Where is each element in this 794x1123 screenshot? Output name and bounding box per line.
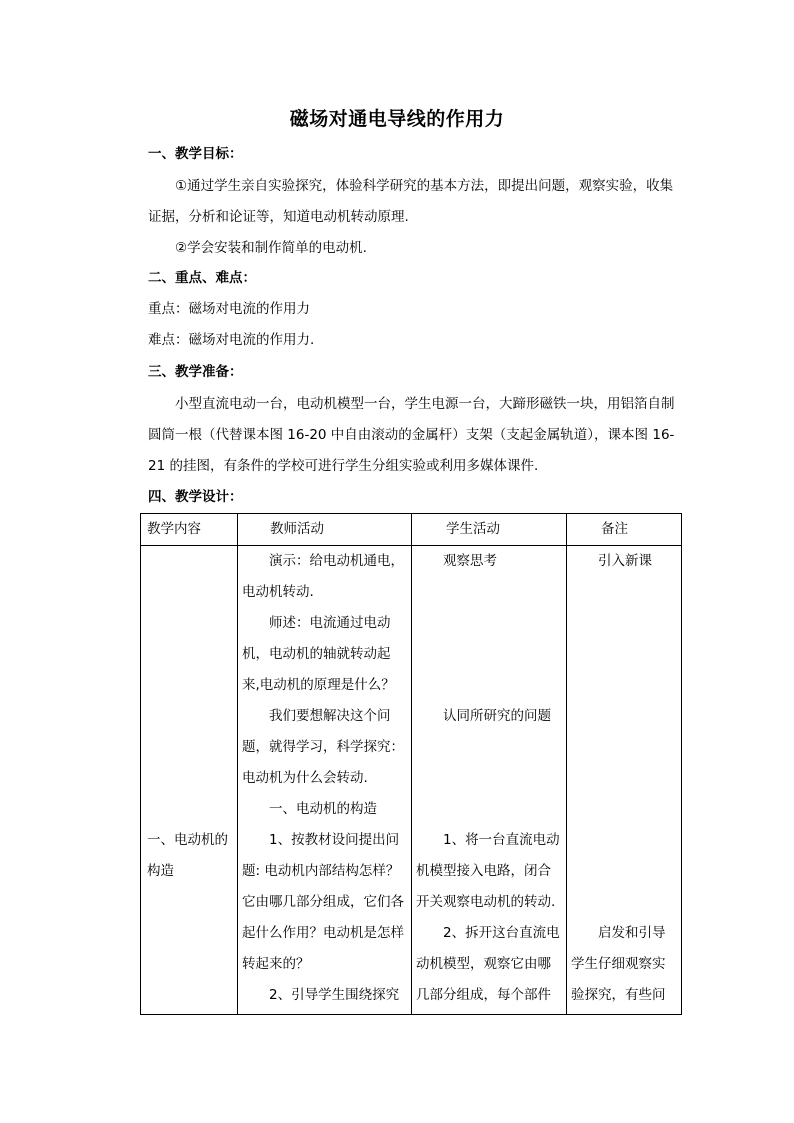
lesson-design-table [140,513,682,1015]
design-heading: 四、教学设计： [148,489,243,505]
key-point-text: 重点：磁场对电流的作用力 [148,301,310,317]
teacher-para-6: 2、引导学生围绕探究 [269,987,400,1003]
header-student: 学生活动 [412,514,567,546]
content-cell [141,546,238,1015]
page-title: 磁场对通电导线的作用力 [289,108,505,130]
preparation-heading: 三、教学准备： [148,364,243,380]
student-para-2: 认同所研究的问题 [443,708,551,724]
goal-1-text: ①通过学生亲自实验探究，体验科学研究的基本方法，即提出问题，观察实验，收集证据，分析和论证等，知道电动机转动原理. [148,178,674,225]
notes-para-2: 启发和引导学生仔细观察实验探究，有些问 [571,925,666,1003]
key-points-heading: 二、重点、难点： [148,270,256,286]
notes-para-1: 引入新课 [598,553,652,569]
teacher-para-5: 1、按教材设问提出问题: 电动机内部结构怎样？它由哪几部分组成，它们各起什么作用？电动机是怎样转起来的？ [242,832,404,972]
notes-cell [567,546,682,1015]
goal-2-text: ②学会安装和制作简单的电动机. [175,240,367,256]
student-para-4: 2、拆开这台直流电动机模型，观察它由哪几部分组成，每个部件 [416,925,560,1003]
teacher-para-3: 我们要想解决这个问题，就得学习，科学探究：电动机为什么会转动. [242,708,404,786]
table-header-row [141,514,682,546]
teacher-para-2: 师述：电流通过电动机，电动机的轴就转动起来,电动机的原理是什么？ [242,615,395,693]
teacher-para-4: 一、电动机的构造 [269,801,377,817]
preparation-text: 小型直流电动一台，电动机模型一台，学生电源一台，大蹄形磁铁一块，用铝箔自制圆筒一根（代替课本图 16-20 中自由滚动的金属杆）支架（支起金属轨道），课本图 16-21 的挂图，有条件的学校可进行学生分组实验或利用多媒体课件. [148,396,675,474]
difficulty-text: 难点：磁场对电流的作用力. [148,332,315,348]
student-para-3: 1、将一台直流电动机模型接入电路，闭合开关观察电动机的转动. [416,832,560,910]
header-content: 教学内容 [141,514,238,546]
content-line-2: 构造 [147,863,174,879]
student-para-1: 观察思考 [443,553,497,569]
header-notes: 备注 [567,514,682,546]
table-row [141,546,682,1015]
header-teacher: 教师活动 [238,514,412,546]
teacher-cell [238,546,412,1015]
goals-heading: 一、教学目标： [148,146,243,162]
content-line-1: 一、电动机的 [147,832,228,848]
teacher-para-1: 演示：给电动机通电，电动机转动. [242,553,404,600]
student-cell [412,546,567,1015]
